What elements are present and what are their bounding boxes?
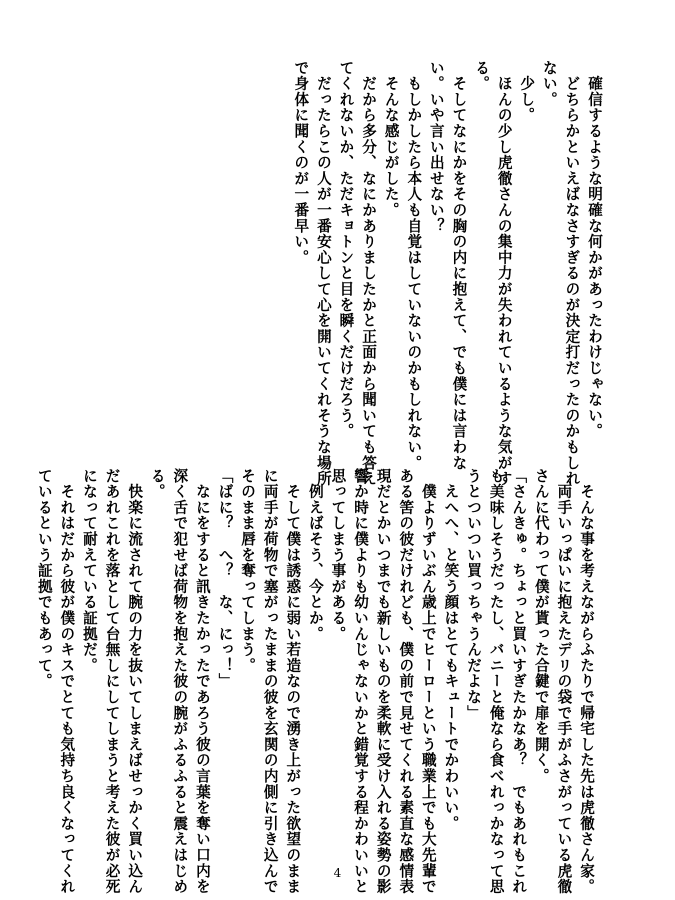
text-line: それはだから彼が僕のキスでとても気持ち良くなってくれ	[58, 468, 76, 895]
text-line: そして僕は誘惑に弱い若造なので湧き上がった欲望のまま	[284, 468, 302, 895]
text-line: てくれないか、ただキョトンと目を瞬くだけだろう。	[337, 60, 355, 440]
text-line: も美味しそうだったし、バニーと俺なら食べれっかなって思	[487, 468, 505, 895]
text-line: ない。	[540, 60, 558, 108]
text-line: さんに代わって僕が貰った合鍵で扉を開く。	[532, 468, 550, 784]
text-line: ているという証拠でもあって。	[35, 468, 53, 690]
text-line: うとついつい買っちゃうんだよな」	[465, 468, 483, 721]
text-line: い。いや言い出せない？	[427, 60, 445, 234]
page-number: 4	[333, 866, 342, 880]
text-line: そんな感じがした。	[382, 60, 400, 218]
text-line: 快楽に流されて腕の力を抜いてしまえばせっかく買い込ん	[126, 468, 144, 895]
text-line: そしてなにかをその胸の内に抱えて、でも僕には言わな	[450, 60, 468, 471]
text-line: 少し。	[518, 60, 536, 124]
text-line: る。	[473, 60, 491, 92]
text-line: 響か時に僕よりも幼いんじゃないかと錯覚する程かわいいと	[352, 468, 370, 895]
text-line: 両手いっぱいに抱えたデリの袋で手がふさがっている虎徹	[555, 468, 573, 895]
text-line: 現だとかいつまでも新しいものを柔軟に受け入れる姿勢の影	[374, 468, 392, 895]
text-line: えへへ、と笑う顔はとてもキュートでかわいい。	[442, 468, 460, 832]
text-line: なにをすると訊きたかったであろう彼の言葉を奪い口内を	[193, 468, 211, 895]
text-line: だったらこの人が一番安心して心を開いてくれそうな場所	[314, 60, 332, 487]
text-line: もしかしたら本人も自覚はしていないのかもしれない。	[405, 60, 423, 471]
text-line: に両手が荷物で塞がったままの彼を玄関の内側に引き込んで	[261, 468, 279, 895]
text-line: 深く舌で犯せば荷物を抱えた彼の腕がふるふると震えはじめ	[171, 468, 189, 895]
text-line: になって耐えている証拠だ。	[80, 468, 98, 674]
text-line: ほんの少し虎徹さんの集中力が失われているような気がす	[495, 60, 513, 487]
text-line: 「ばに？ へ？ な、にっ！」	[216, 468, 234, 690]
text-line: だから多分、なにかありましたかと正面から聞いても答え	[360, 60, 378, 487]
text-line: 思ってしまう事がある。	[329, 468, 347, 642]
text-line: だあれこれを落として台無しにしてしまうと考えた彼が必死	[103, 468, 121, 895]
text-line: 確信するような明確な何かがあったわけじゃない。	[586, 60, 603, 440]
text-line: そのまま唇を奪ってしまう。	[239, 468, 257, 674]
text-line: で身体に聞くのが一番早い。	[292, 60, 310, 266]
text-line: ある筈の彼だけれども、僕の前で見せてくれる素直な感情表	[397, 468, 415, 895]
text-line: る。	[148, 468, 166, 500]
text-line: 僕よりずいぶん歳上でヒーローという職業上でも大先輩で	[419, 468, 437, 895]
text-line: 例えばそう、今とか。	[306, 468, 324, 642]
text-line: そんな事を考えながらふたりで帰宅した先は虎徹さん家。	[578, 468, 595, 895]
text-line: 「さんきゅ。ちょっと買いすぎたかなあ？ でもあれもこれ	[510, 468, 528, 895]
text-line: どちらかといえばなさすぎるのが決定打だったのかもしれ	[563, 60, 581, 487]
upper-text-block	[289, 60, 605, 487]
lower-text-block	[32, 468, 597, 895]
